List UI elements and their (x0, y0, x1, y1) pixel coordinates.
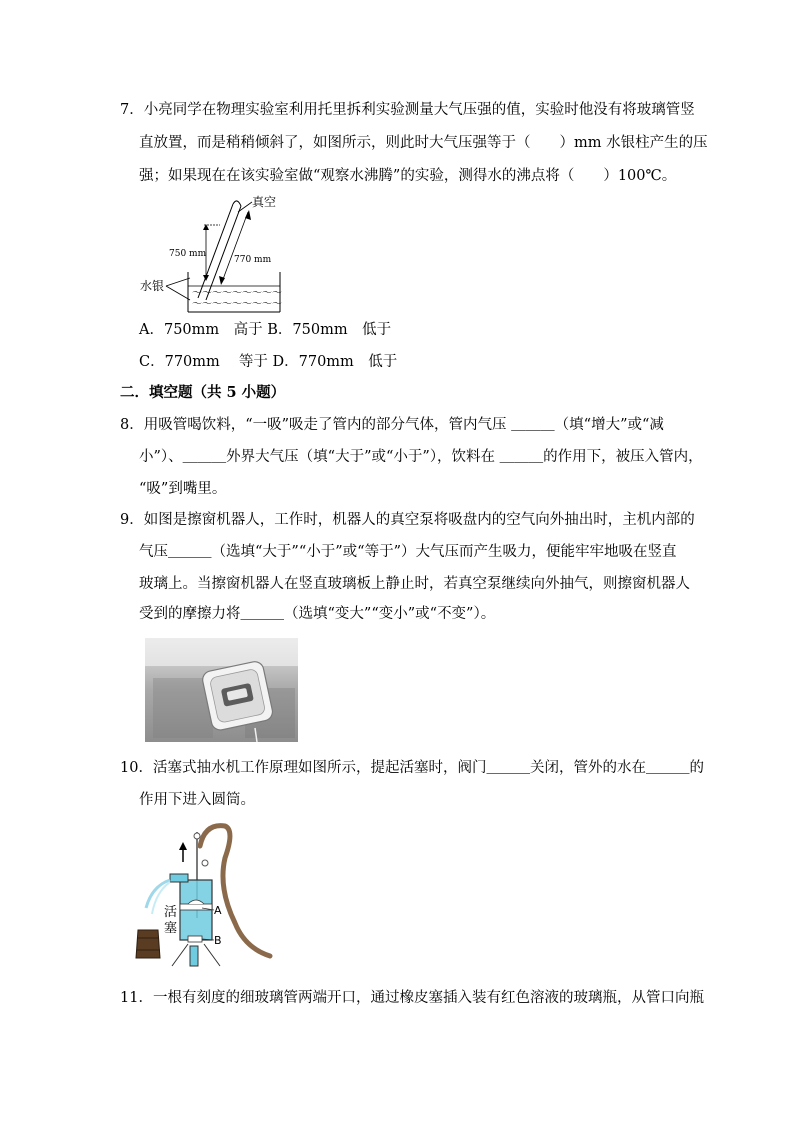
q7-options-row-2: C．770mm 等于 D．770mm 低于 (139, 354, 398, 370)
q7-line-3: 强；如果现在在该实验室做“观察水沸腾”的实验，测得水的沸点将（ ）100℃。 (139, 168, 677, 184)
q9-line-3: 玻璃上。当擦窗机器人在竖直玻璃板上静止时，若真空泵继续向外抽气，则擦窗机器人 (139, 576, 690, 592)
robot-body (201, 660, 274, 732)
svg-text:～～～～～～～～～: ～～～～～～～～～ (192, 288, 282, 299)
q11-line-1: 11．一根有刻度的细玻璃管两端开口，通过橡皮塞插入装有红色溶液的玻璃瓶，从管口向瓶 (120, 990, 704, 1006)
q10-line-2: 作用下进入圆筒。 (139, 792, 255, 808)
svg-text:～～～～～～～～～: ～～～～～～～～～ (192, 299, 282, 310)
mercury-label: 水银 (140, 279, 165, 293)
q10-line-1: 10．活塞式抽水机工作原理如图所示，提起活塞时，阀门＿＿＿关闭，管外的水在＿＿＿的 (120, 760, 704, 776)
q8-line-3: “吸”到嘴里。 (139, 481, 227, 497)
valve-a-label: A (214, 904, 222, 917)
vacuum-label: 真空 (252, 195, 277, 209)
window-robot-photo (145, 638, 298, 742)
piston-label-2: 塞 (164, 921, 178, 936)
q7-line-2: 直放置，而是稍稍倾斜了，如图所示，则此时大气压强等于（ ）mm 水银柱产生的压 (139, 135, 708, 151)
pump-cylinder (170, 874, 212, 966)
h750-label: 750 mm (169, 249, 207, 259)
q9-line-2: 气压＿＿＿（选填“大于”“小于”或“等于”）大气压而产生吸力，便能牢牢地吸在竖直 (139, 544, 677, 560)
torricelli-figure (138, 190, 298, 315)
q7-options-row-1: A．750mm 高于 B．750mm 低于 (139, 322, 392, 338)
mercury-dish (188, 272, 282, 312)
q8-line-2: 小”）、＿＿＿外界大气压（填“大于”或“小于”），饮料在 ＿＿＿的作用下，被压入管内， (139, 449, 703, 465)
q9-line-4: 受到的摩擦力将＿＿＿（选填“变大”“变小”或“不变”）。 (139, 606, 496, 622)
q9-line-1: 9．如图是擦窗机器人，工作时，机器人的真空泵将吸盘内的空气向外抽出时，主机内部的 (120, 512, 695, 528)
valve-b-label: B (214, 934, 222, 947)
piston-pump-figure (130, 818, 290, 968)
piston-label-1: 活 (164, 905, 178, 920)
bucket (136, 930, 160, 958)
h770-label: 770 mm (234, 255, 272, 265)
section-2-title: 二．填空题（共 5 小题） (120, 384, 286, 401)
q8-line-1: 8．用吸管喝饮料，“一吸”吸走了管内的部分气体，管内气压 ＿＿＿（填“增大”或“减 (120, 417, 664, 433)
q7-line-1: 7．小亮同学在物理实验室利用托里拆利实验测量大气压强的值，实验时他没有将玻璃管竖 (120, 102, 695, 118)
